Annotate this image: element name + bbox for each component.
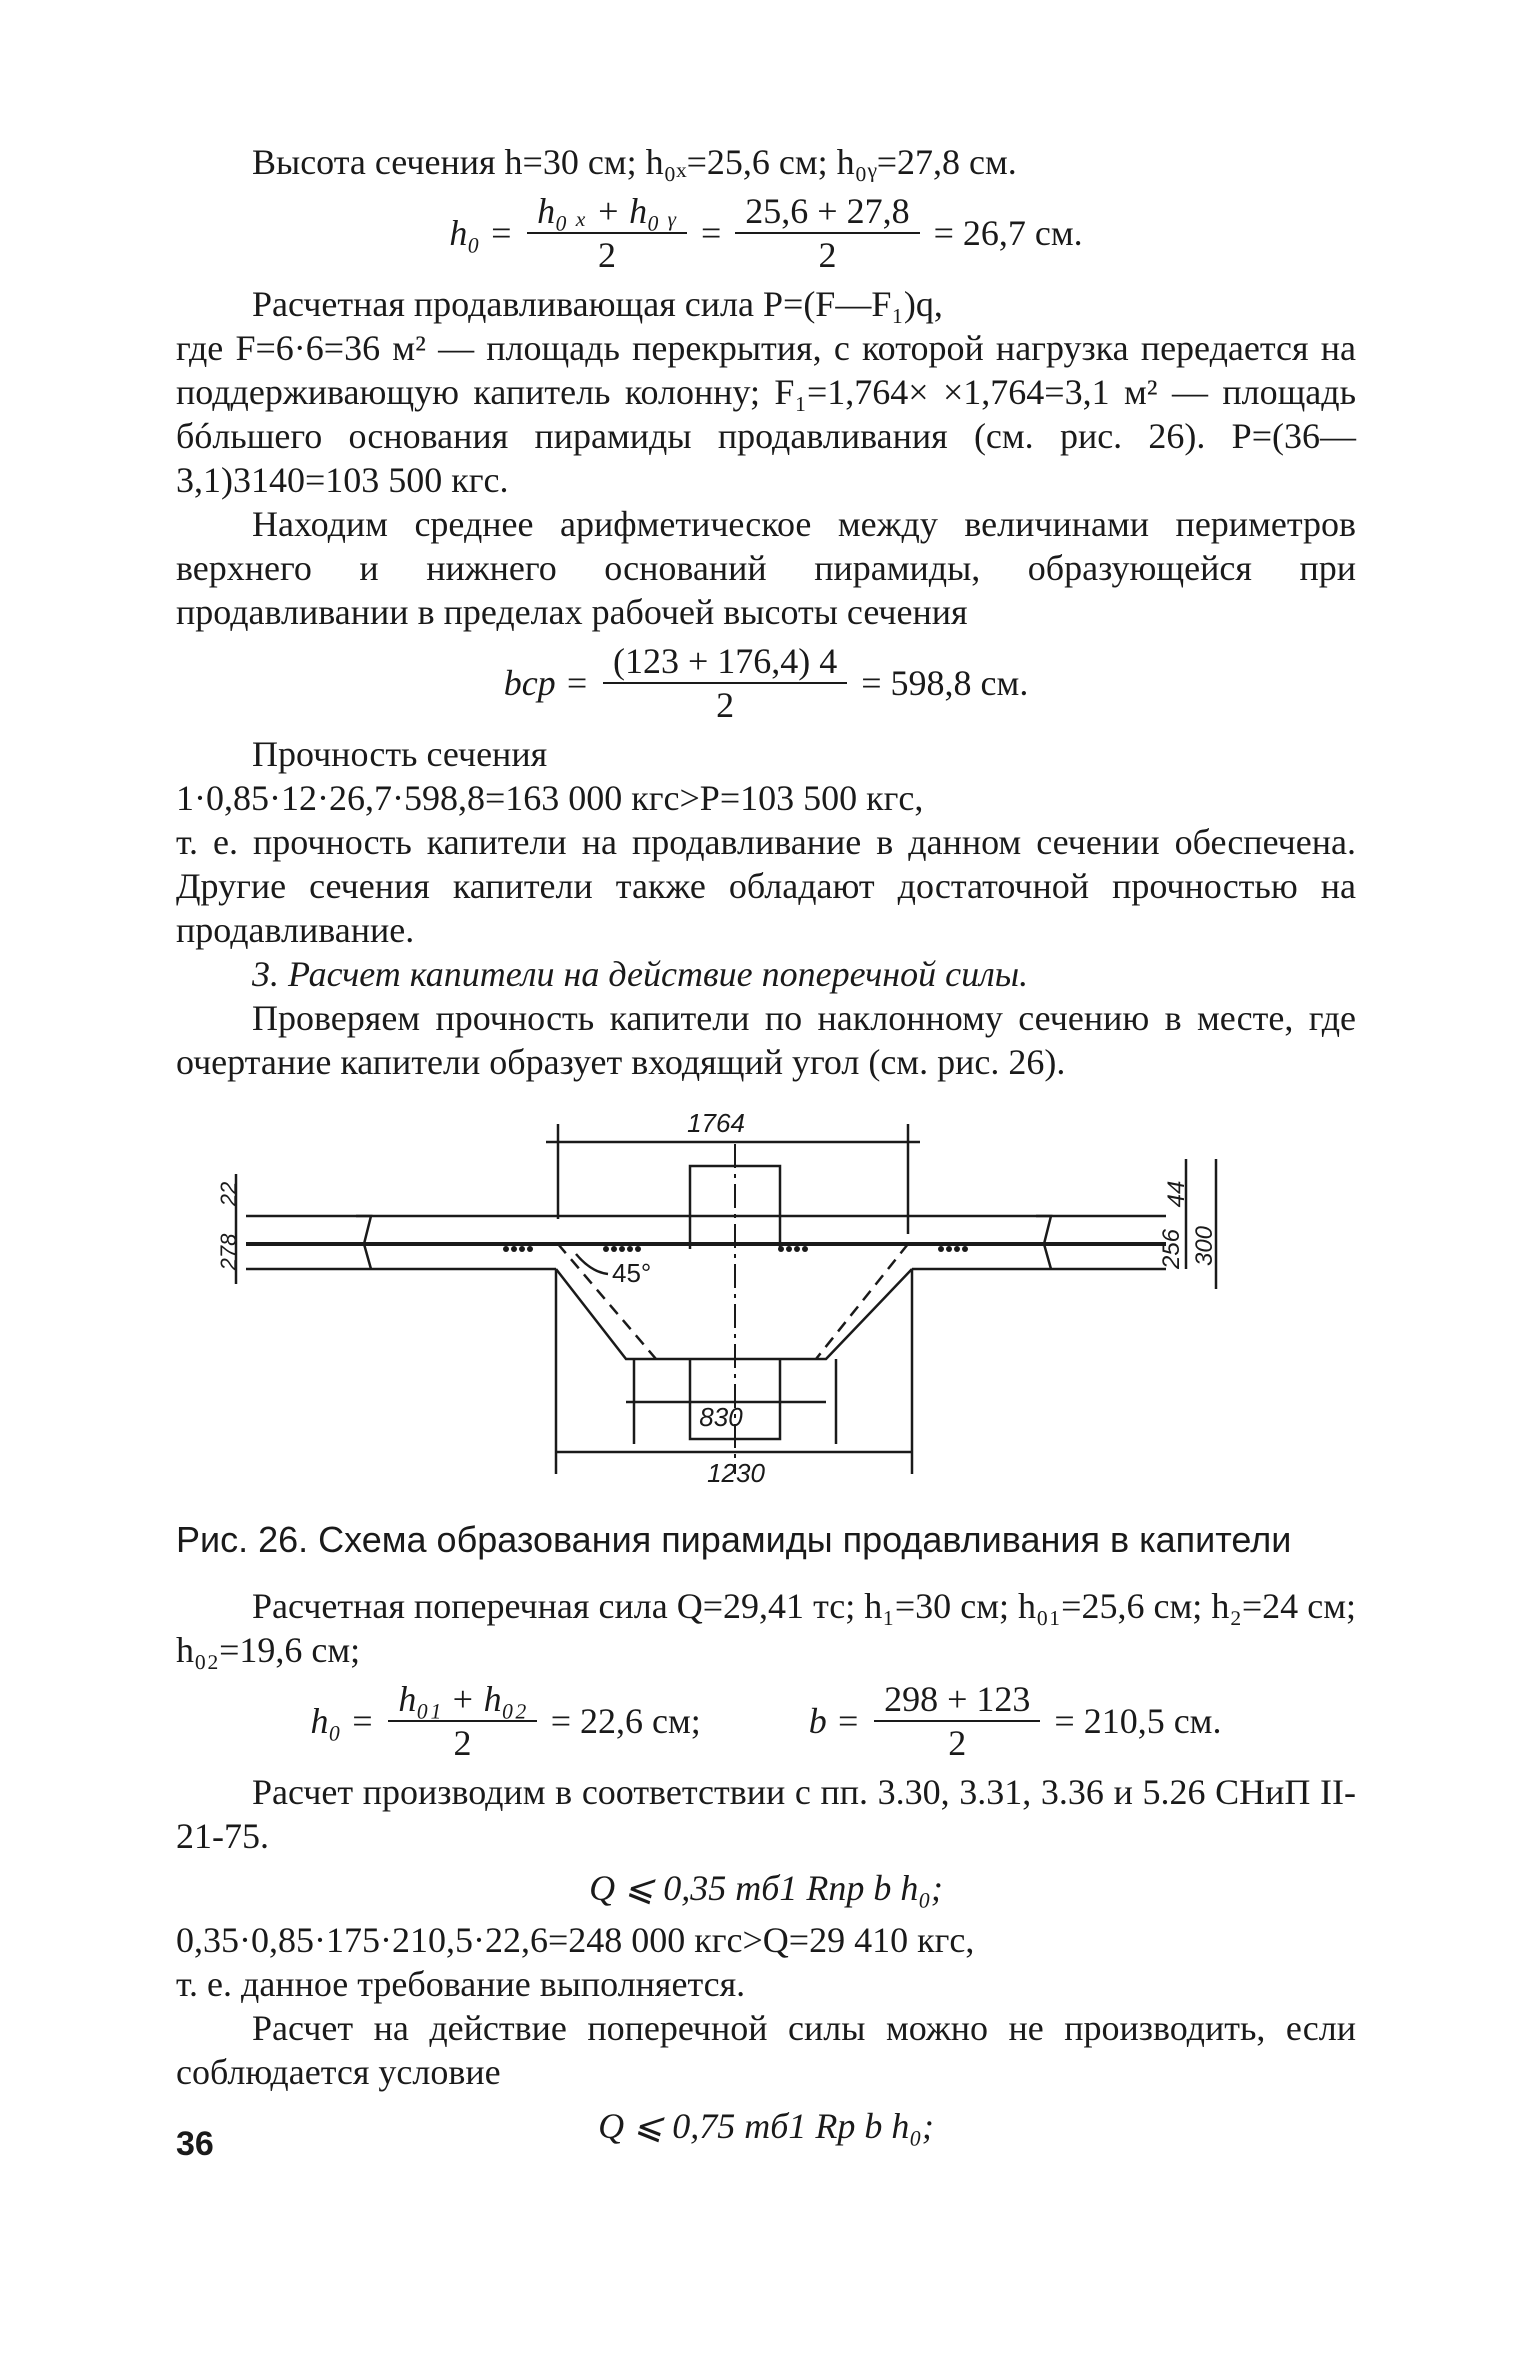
dim-label-44: 44: [1163, 1180, 1190, 1208]
equals-sign: =: [700, 213, 722, 253]
angle-label: 45°: [612, 1258, 652, 1288]
section-heading: 3. Расчет капители на действие поперечной силы.: [252, 954, 1029, 994]
formula-condition: Q ⩽ 0,35 mб1 Rпр b h₀;: [589, 1868, 943, 1908]
dim-label-278: 278: [216, 1233, 241, 1271]
formula-result: = 26,7 см.: [933, 213, 1083, 253]
formula-lhs: h₀ =: [449, 213, 514, 253]
formula-h0-b: [176, 1678, 1356, 1764]
paragraph: т. е. данное требование выполняется.: [176, 1964, 746, 2004]
page-content: [176, 140, 1356, 2158]
paragraph: т. е. прочность капители на продавливание в данном сечении обеспечена. Другие сечения капители также обладают достаточной прочностью на продавливание.: [176, 822, 1356, 950]
paragraph: Расчет на действие поперечной силы можно не производить, если соблюдается условие: [176, 2008, 1356, 2092]
dim-label-256: 256: [1158, 1228, 1185, 1270]
dim-label-300: 300: [1191, 1225, 1218, 1267]
formula-result: = 22,6 см;: [550, 1701, 701, 1741]
formula-result: = 598,8 см.: [861, 663, 1029, 703]
paragraph: Прочность сечения: [252, 734, 548, 774]
formula-h0: [176, 190, 1356, 276]
capital-diagram: [176, 1104, 1356, 1494]
paragraph: Расчетная продавливающая сила P=(F—F₁)q,: [252, 284, 943, 324]
paragraph: Расчетная поперечная сила Q=29,41 тс; h₁=30 см; h₀₁=25,6 см; h₂=24 см; h₀₂=19,6 см;: [176, 1586, 1356, 1670]
paragraph: Находим среднее арифметическое между величинами периметров верхнего и нижнего оснований пирамиды, образующейся при продавливании в пределах рабочей высоты сечения: [176, 504, 1356, 632]
fraction-numerator: (123 + 176,4) 4: [603, 640, 847, 684]
fraction-denominator: 2: [818, 235, 837, 275]
dim-label-1230: 1230: [707, 1458, 765, 1488]
fraction-numerator: h₀₁ + h₀₂: [388, 1678, 536, 1722]
fraction-denominator: 2: [453, 1723, 472, 1763]
paragraph: Расчет производим в соответствии с пп. 3.30, 3.31, 3.36 и 5.26 СНиП II-21-75.: [176, 1772, 1356, 1856]
fraction-numerator: 298 + 123: [874, 1678, 1040, 1722]
fraction-denominator: 2: [598, 235, 617, 275]
formula-condition: Q ⩽ 0,75 mб1 Rр b h₀;: [598, 2106, 934, 2146]
paragraph: 0,35·0,85·175·210,5·22,6=248 000 кгс>Q=29 410 кгс,: [176, 1920, 975, 1960]
punching-line: [816, 1244, 908, 1359]
paragraph: Проверяем прочность капители по наклонному сечению в месте, где очертание капители образует входящий угол (см. рис. 26).: [176, 998, 1356, 1082]
figure-26: [176, 1104, 1356, 1494]
fraction-numerator: 25,6 + 27,8: [735, 190, 919, 234]
formula-lhs: bср =: [503, 663, 589, 703]
fraction-denominator: 2: [716, 685, 735, 725]
dim-label-830: 830: [699, 1402, 743, 1432]
paragraph: 1·0,85·12·26,7·598,8=163 000 кгс>P=103 500 кгс,: [176, 778, 924, 818]
paragraph: Высота сечения h=30 см; h₀ₓ=25,6 см; h₀ᵧ=27,8 см.: [252, 142, 1017, 182]
formula-lhs: h₀ =: [310, 1701, 375, 1741]
angle-arc: [576, 1254, 608, 1274]
dim-label-1764: 1764: [687, 1108, 745, 1138]
fraction-numerator: h₀ ₓ + h₀ ᵧ: [527, 190, 687, 234]
fraction-denominator: 2: [948, 1723, 967, 1763]
formula-bcp: [176, 640, 1356, 726]
figure-caption: Рис. 26. Схема образования пирамиды продавливания в капители: [176, 1519, 1292, 1560]
formula-result: = 210,5 см.: [1054, 1701, 1222, 1741]
dim-label-22: 22: [216, 1181, 241, 1207]
formula-lhs: b =: [808, 1701, 861, 1741]
page-number: 36: [176, 2125, 214, 2163]
paragraph: где F=6·6=36 м² — площадь перекрытия, с которой нагрузка передается на поддерживающую капитель колонну; F₁=1,764× ×1,764=3,1 м² — площадь бóльшего основания пирамиды продавливания (см. рис. 26). P=(36—3,1)3140=103 500 кгс.: [176, 328, 1356, 500]
